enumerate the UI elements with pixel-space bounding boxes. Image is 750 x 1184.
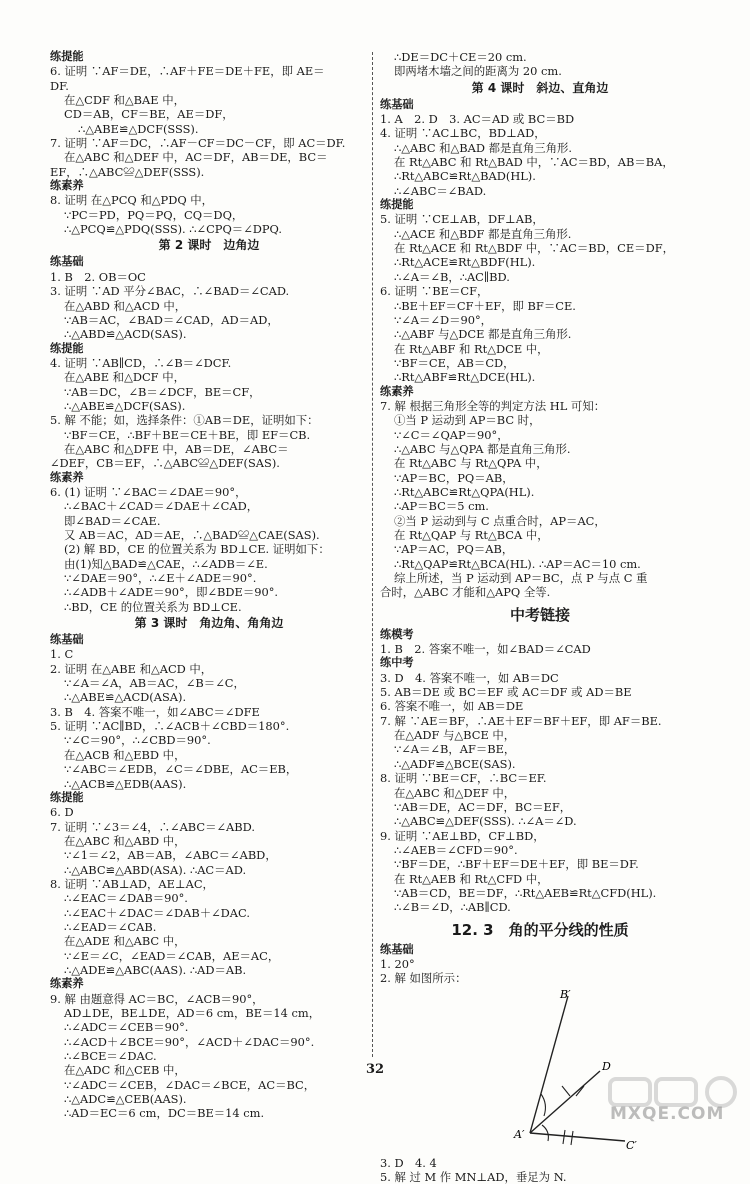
answer-line: ∵∠A＝∠A，AB＝AC，∠B＝∠C， (64, 676, 245, 691)
answer-line: 在△ABC 和△DEF 中， (394, 785, 516, 800)
answer-line: ∴AP＝BC＝5 cm. (394, 499, 489, 514)
tick-mark-4 (571, 1131, 573, 1145)
answer-line: ∴△ADC≌△CEB(AAS). (64, 1092, 187, 1107)
answer-line: ∴∠ADC＝∠CEB＝90°. (64, 1020, 189, 1035)
answer-line: 8. 证明 在△PCQ 和△PDQ 中， (50, 193, 214, 208)
lesson-title: 第 2 课时 边角边 (158, 238, 260, 253)
answer-line: ∴∠EAC＋∠DAC＝∠DAB＋∠DAC. (64, 905, 250, 920)
answer-line: ∴∠AEB＝∠CFD＝90°. (394, 842, 518, 857)
answer-line: CD＝AB，CF＝BE，AE＝DF， (64, 107, 234, 122)
answer-line: ∴∠EAC＝∠DAB＝90°. (64, 891, 188, 906)
arc-mark-upper (541, 1094, 545, 1116)
answer-line: ②当 P 运动到与 C 点重合时，AP＝AC， (394, 513, 606, 528)
answer-line: AD⊥DE，BE⊥DE，AD＝6 cm，BE＝14 cm， (64, 1006, 321, 1020)
answer-line: 5. 证明 ∵CE⊥AB，DF⊥AB， (380, 212, 544, 227)
answer-line: 在 Rt△AEB 和 Rt△CFD 中， (394, 871, 549, 886)
section-heading: 练素养 (380, 384, 414, 398)
answer-line: 1. B 2. OB＝OC (50, 269, 146, 284)
answer-line: ∵AB＝AC，∠BAD＝∠CAD，AD＝AD， (64, 312, 279, 327)
section-heading: 练提能 (50, 790, 84, 804)
answer-line: 3. D 4. 4 (380, 1155, 437, 1170)
answer-line: ∴△ABE≌△DCF(SAS). (64, 398, 186, 413)
answer-line: ∴∠ACD＋∠BCE＝90°，∠ACD＋∠DAC＝90°. (64, 1034, 315, 1049)
answer-line: ∴Rt△ABC≌Rt△QPA(HL). (394, 484, 535, 499)
answer-line: 3. 证明 ∵AD 平分∠BAC，∴∠BAD＝∠CAD. (50, 284, 290, 299)
answer-line: ∴BE＋EF＝CF＋EF，即 BF＝CE. (394, 298, 576, 313)
answer-line: ∠DEF，CB＝EF，∴△ABC≌△DEF(SAS). (50, 456, 280, 471)
answer-line: ∵∠C＝90°，∴∠CBD＝90°. (64, 733, 211, 748)
answer-line: ∵∠A＝∠B，AF＝BE， (394, 742, 516, 757)
section-heading: 练基础 (380, 97, 414, 111)
section-12-3-more-answers (380, 1156, 700, 1184)
answer-line: ∴∠BCE＝∠DAC. (64, 1049, 157, 1064)
answer-line: 8. 证明 ∵AB⊥AD，AE⊥AC， (50, 876, 214, 891)
answer-line: 7. 证明 ∵AF＝DC，∴AF－CF＝DC－CF，即 AC＝DF. (50, 136, 346, 151)
answer-line: ∵∠DAE＝90°，∴∠E＋∠ADE＝90°. (64, 571, 257, 586)
left-column (50, 50, 368, 1121)
label-c-prime: C′ (626, 1138, 637, 1152)
answer-line: ∴DE＝DC＋CE＝20 cm. (394, 50, 527, 64)
answer-line: 7. 解 ∵AE＝BF，∴AE＋EF＝BF＋EF，即 AF＝BE. (380, 713, 662, 728)
answer-line: ∴△ADF≌△BCE(SAS). (394, 756, 516, 771)
section-heading: 练基础 (50, 255, 84, 269)
answer-line: ∴△ABC≌△ABD(ASA). ∴AC＝AD. (64, 862, 247, 877)
right-column (380, 50, 700, 1184)
section-title-zhongkao: 中考链接 (509, 605, 570, 624)
answer-line: ∴△ABC 和△BAD 都是直角三角形. (394, 140, 573, 155)
answer-line: ∵PC＝PD，PQ＝PQ，CQ＝DQ， (64, 207, 244, 222)
answer-line: 即∠BAD＝∠CAE. (64, 513, 161, 528)
tick-mark-1 (562, 1086, 570, 1096)
answer-line: 由(1)知△BAD≌△CAE，∴∠ADB＝∠E. (64, 556, 268, 571)
section-heading: 练基础 (380, 942, 414, 956)
answer-line: ∴△ABE≌△ACD(ASA). (64, 690, 187, 705)
answer-line: ∵AB＝CD，BE＝DF，∴Rt△AEB≌Rt△CFD(HL). (394, 885, 657, 900)
answer-line: 在△ABE 和△DCF 中， (64, 370, 185, 385)
answer-line: ∵AB＝DC，∠B＝∠DCF，BE＝CF， (64, 384, 261, 399)
answer-line: 6. D (50, 805, 74, 820)
answer-line: 在△ABC 和△ABD 中， (64, 833, 186, 848)
answer-line: 在△CDF 和△BAE 中， (64, 93, 185, 108)
section-heading: 练提能 (50, 50, 84, 63)
answer-line: 1. 20° (380, 956, 415, 971)
answer-line: ∴∠B＝∠D，∴AB∥CD. (394, 900, 511, 915)
answer-line: ∴△ACE 和△BDF 都是直角三角形. (394, 226, 572, 241)
answer-line: 在 Rt△ABC 和 Rt△BAD 中，∵AC＝BD，AB＝BA， (394, 155, 674, 170)
answer-line: ∵AP＝BC，PQ＝AB， (394, 470, 514, 485)
answer-line: ∴△ABC 与△QPA 都是直角三角形. (394, 441, 571, 456)
answer-line: DF. (50, 78, 69, 93)
arc-mark-lower (542, 1125, 548, 1141)
answer-line: 合时，△ABC 才能和△APQ 全等. (380, 585, 551, 600)
page-number: 32 (365, 1062, 385, 1077)
answer-line: ①当 P 运动到 AP＝BC 时， (394, 413, 541, 428)
answer-line: ∵∠A＝∠D＝90°， (394, 312, 493, 327)
answer-line: 9. 解 由题意得 AC＝BC，∠ACB＝90°， (50, 991, 264, 1006)
answer-line: 9. 证明 ∵AE⊥BD，CF⊥BD， (380, 828, 545, 843)
answer-line: ∴Rt△QAP≌Rt△BCA(HL). ∴AP＝AC＝10 cm. (394, 556, 641, 571)
answer-line: 7. 证明 ∵∠3＝∠4，∴∠ABC＝∠ABD. (50, 819, 255, 834)
answer-line: 4. 证明 ∵AC⊥BC，BD⊥AD， (380, 126, 546, 141)
section-heading: 练基础 (50, 633, 84, 647)
answer-line: ∴△ABC≌△DEF(SSS). ∴∠A＝∠D. (394, 814, 577, 829)
answer-line: 6. 证明 ∵BE＝CF， (380, 284, 489, 299)
answer-line: 1. B 2. 答案不唯一，如∠BAD＝∠CAD (380, 642, 591, 657)
answer-line: 在 Rt△ABC 与 Rt△QPA 中， (394, 456, 548, 471)
label-a-prime: A′ (514, 1127, 525, 1141)
answer-line: 6. 证明 ∵AF＝DE，∴AF＋FE＝DE＋FE，即 AE＝ (50, 64, 325, 79)
section-heading: 练素养 (50, 179, 84, 193)
lesson-title: 第 3 课时 角边角、角角边 (134, 616, 284, 631)
answer-line: 在△ABC 和△DFE 中，AB＝DE，∠ABC＝ (64, 441, 289, 456)
answer-line: 在△ADE 和△ABC 中， (64, 934, 186, 949)
answer-line: 5. 证明 ∵AC∥BD，∴∠ACB＋∠CBD＝180°. (50, 719, 290, 734)
right-column-lesson4 (380, 50, 700, 600)
answer-line: ∴∠ADB＋∠ADE＝90°，即∠BDE＝90°. (64, 585, 279, 600)
answer-line: (2) 解 BD，CE 的位置关系为 BD⊥CE. 证明如下： (64, 542, 330, 557)
answer-line: 在△ABD 和△ACD 中， (64, 298, 187, 313)
answer-line: 在△ACB 和△EBD 中， (64, 747, 186, 762)
answer-line: 2. 解 如图所示： (380, 971, 467, 986)
answer-line: ∴Rt△ABF≌Rt△DCE(HL). (394, 370, 536, 385)
answer-line: 4. 证明 ∵AB∥CD，∴∠B＝∠DCF. (50, 355, 232, 370)
answer-line: ∵∠C＝∠QAP＝90°， (394, 427, 509, 442)
answer-line: ∴△PCQ≌△PDQ(SSS). ∴∠CPQ＝∠DPQ. (64, 222, 282, 237)
ray-a-d (530, 1071, 600, 1133)
answer-line: 3. B 4. 答案不唯一，如∠ABC＝∠DFE (50, 704, 260, 719)
answer-line: ∴BD，CE 的位置关系为 BD⊥CE. (64, 599, 242, 614)
tick-mark-3 (563, 1130, 565, 1144)
answer-line: 2. 证明 在△ABE 和△ACD 中， (50, 661, 213, 676)
answer-line: ∴Rt△ABC≌Rt△BAD(HL). (394, 169, 536, 184)
answer-line: ∴∠BAC＋∠CAD＝∠DAE＋∠CAD， (64, 499, 259, 514)
answer-line: 在△ADF 与△BCE 中， (394, 728, 516, 743)
answer-line: ∵∠E＝∠C，∠EAD＝∠CAB，AE＝AC， (64, 948, 280, 963)
answer-line: 5. 解 不能；如，选择条件：①AB＝DE，证明如下： (50, 413, 319, 428)
section-title-12-3: 12. 3 角的平分线的性质 (451, 920, 629, 939)
lesson-title: 第 4 课时 斜边、直角边 (471, 80, 609, 95)
answer-line: ∵AP＝AC，PQ＝AB， (394, 542, 514, 557)
answer-line: 3. D 4. 答案不唯一，如 AB＝DC (380, 670, 559, 685)
answer-line: 在 Rt△ACE 和 Rt△BDF 中，∵AC＝BD，CE＝DF， (394, 241, 674, 256)
answer-line: ∴△ACB≌△EDB(AAS). (64, 776, 187, 791)
answer-line: ∴△ADE≌△ABC(AAS). ∴AD＝AB. (64, 962, 247, 977)
answer-line: ∴△ABF 与△DCE 都是直角三角形. (394, 327, 572, 342)
answer-line: ∵∠ABC＝∠EDB，∠C＝∠DBE，AC＝EB， (64, 762, 298, 777)
answer-line: 在△ABC 和△DEF 中，AC＝DF，AB＝DE，BC＝ (64, 150, 328, 165)
column-divider (372, 52, 373, 1057)
answer-line: ∴AD＝EC＝6 cm，DC＝BE＝14 cm. (64, 1106, 265, 1121)
answer-line: ∵∠ADC＝∠CEB，∠DAC＝∠BCE，AC＝BC， (64, 1077, 316, 1092)
answer-line: 又 AB＝AC，AD＝AE，∴△BAD≌△CAE(SAS). (64, 528, 320, 542)
answer-line: EF，∴△ABC≌△DEF(SSS). (50, 164, 205, 179)
answer-line: 在△ADC 和△CEB 中， (64, 1063, 186, 1078)
section-heading: 练素养 (50, 977, 84, 991)
answer-line: 在 Rt△ABF 和 Rt△DCE 中， (394, 341, 549, 356)
answer-line: ∴Rt△ACE≌Rt△BDF(HL). (394, 255, 536, 270)
watermark-text: MXQE.COM (610, 1104, 725, 1124)
answer-line: 6. (1) 证明 ∵∠BAC＝∠DAE＝90°， (50, 484, 247, 499)
answer-line: ∵BF＝DE，∴BF＋EF＝DE＋EF，即 BE＝DF. (394, 857, 639, 872)
section-heading: 练模考 (380, 627, 414, 641)
answer-line: 5. 解 过 M 作 MN⊥AD，垂足为 N. (380, 1169, 567, 1184)
section-heading: 练提能 (380, 198, 414, 212)
answer-line: ∴∠ABC＝∠BAD. (394, 183, 487, 198)
section-heading: 练提能 (50, 341, 84, 355)
label-b-prime: B′ (560, 987, 571, 1001)
answer-line: ∵AB＝DE，AC＝DF，BC＝EF， (394, 799, 572, 814)
answer-line: 1. A 2. D 3. AC＝AD 或 BC＝BD (380, 112, 575, 127)
answer-line: ∵BF＝CE，∴BF＋BE＝CE＋BE，即 EF＝CB. (64, 427, 311, 442)
answer-line: 8. 证明 ∵BE＝CF，∴BC＝EF. (380, 771, 547, 786)
section-heading: 练素养 (50, 470, 84, 484)
section-heading: 练中考 (380, 656, 414, 670)
answer-line: ∵BF＝CE，AB＝CD， (394, 355, 515, 370)
answer-line: ∴∠A＝∠B，∴AC∥BD. (394, 269, 510, 284)
answer-line: 即两堵木墙之间的距离为 20 cm. (394, 64, 562, 79)
answer-line: 5. AB＝DE 或 BC＝EF 或 AC＝DF 或 AD＝BE (380, 685, 632, 700)
answer-line: ∴△ABD≌△ACD(SAS). (64, 327, 187, 342)
answer-line: 在 Rt△QAP 与 Rt△BCA 中， (394, 528, 549, 542)
zhongkao-answers (380, 628, 700, 915)
answer-line: 7. 解 根据三角形全等的判定方法 HL 可知： (380, 398, 606, 413)
ray-a-c (530, 1133, 625, 1141)
answer-line: ∴△ABE≌△DCF(SSS). (78, 121, 199, 136)
answer-line: ∵∠1＝∠2，AB＝AB，∠ABC＝∠ABD， (64, 848, 277, 863)
answer-line: ∴∠EAD＝∠CAB. (64, 919, 157, 934)
label-d: D (602, 1059, 611, 1073)
section-12-3-answers (380, 943, 700, 986)
answer-line: 1. C (50, 647, 74, 662)
answer-line: 6. 答案不唯一，如 AB＝DE (380, 699, 524, 714)
answer-line: 综上所述，当 P 运动到 AP＝BC，点 P 与点 C 重 (394, 571, 648, 586)
